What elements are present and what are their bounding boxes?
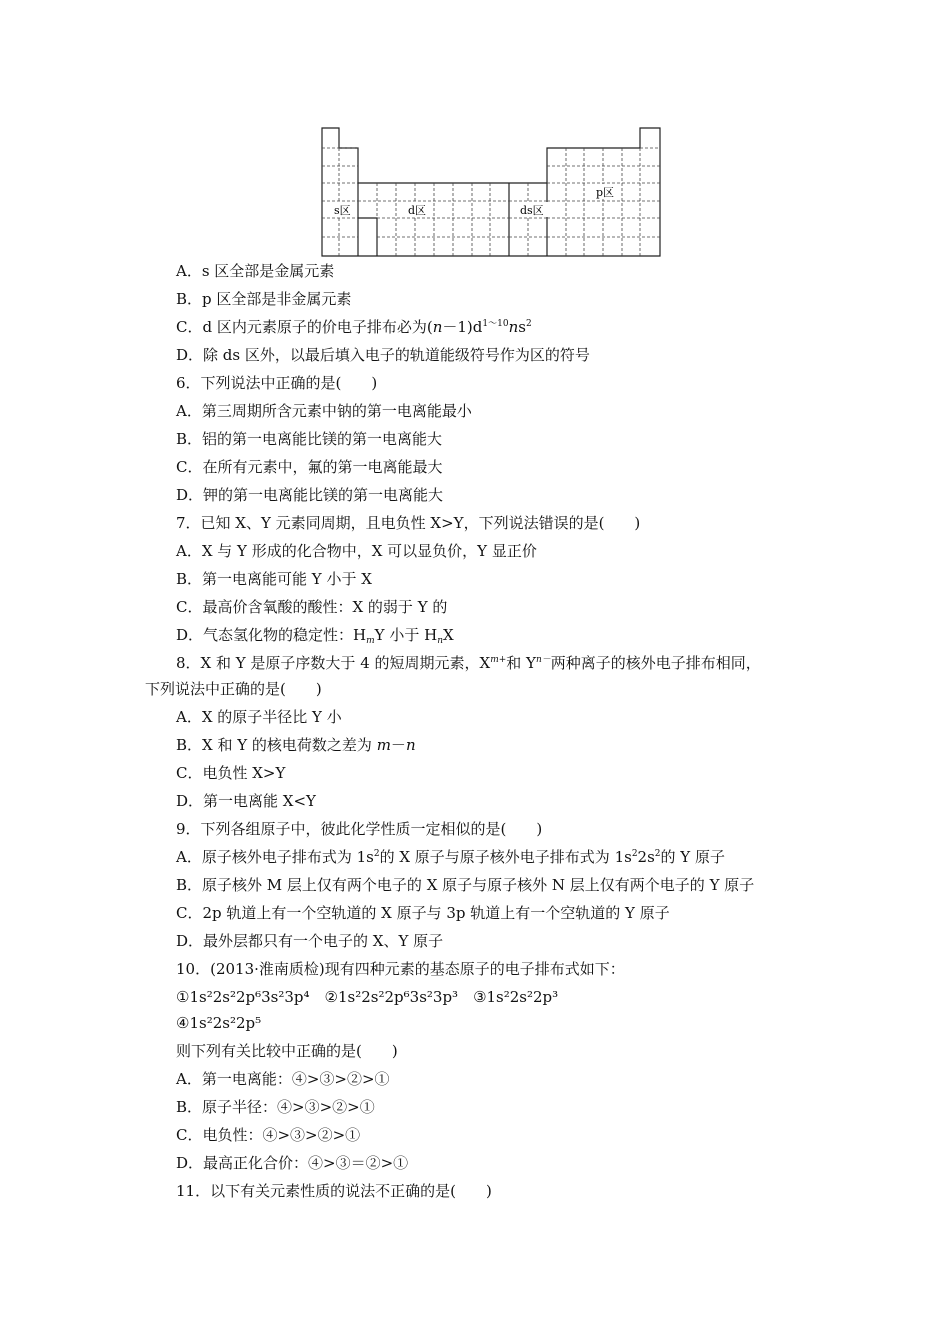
q7-option-b: B．第一电离能可能 Y 小于 X [176, 570, 372, 588]
q8-option-b: B．X 和 Y 的核电荷数之差为 m－n [176, 736, 416, 754]
ds-block-label: ds区 [520, 204, 544, 217]
q5-option-c: C．d 区内元素原子的价电子排布必为$(n-1)d^{1\sim 10}ns^2$ [176, 318, 532, 336]
q10-option-c: C．电负性：④>③>②>① [176, 1126, 361, 1144]
q5-option-d: D．除 ds 区外，以最后填入电子的轨道能级符号作为区的符号 [176, 346, 590, 364]
p-block-label: p区 [596, 186, 615, 199]
q5-option-a: A．s 区全部是金属元素 [176, 262, 335, 280]
q6-option-c: C．在所有元素中，氟的第一电离能最大 [176, 458, 443, 476]
q11-stem: 11．以下有关元素性质的说法不正确的是( ) [176, 1182, 492, 1200]
q9-option-b: B．原子核外 M 层上仅有两个电子的 X 原子与原子核外 N 层上仅有两个电子的 Y 原子 [176, 876, 755, 894]
q9-option-c: C．2p 轨道上有一个空轨道的 X 原子与 3p 轨道上有一个空轨道的 Y 原子 [176, 904, 670, 922]
q10-option-a: A．第一电离能：④>③>②>① [176, 1070, 390, 1088]
q7-option-c: C．最高价含氧酸的酸性：X 的弱于 Y 的 [176, 598, 448, 616]
q6-stem: 6．下列说法中正确的是( ) [176, 374, 378, 392]
periodic-table-block-diagram [310, 120, 670, 265]
q10-config-3: ③1s²2s²2p³ [473, 988, 559, 1006]
q10-config-1: ①1s²2s²2p⁶3s²3p⁴ [176, 988, 310, 1006]
q9-option-d: D．最外层都只有一个电子的 X、Y 原子 [176, 932, 444, 950]
d-block-label: d区 [408, 204, 427, 217]
q8-option-d: D．第一电离能 X<Y [176, 792, 316, 810]
q5-option-b: B．p 区全部是非金属元素 [176, 290, 352, 308]
q8-option-c: C．电负性 X>Y [176, 764, 286, 782]
s-block-label: s区 [334, 204, 351, 217]
q9-stem: 9．下列各组原子中，彼此化学性质一定相似的是( ) [176, 820, 543, 838]
q6-option-b: B．铝的第一电离能比镁的第一电离能大 [176, 430, 443, 448]
q10-stem-cont: 则下列有关比较中正确的是( ) [176, 1042, 398, 1060]
q7-option-d: D．气态氢化物的稳定性：$H_mY$ 小于 $H_nX$ [176, 626, 454, 646]
q9-option-a: A．原子核外电子排布式为 $1s^2$的 X 原子与原子核外电子排布式为 $1s^22s^2$的 Y 原子 [176, 848, 725, 866]
q7-option-a: A．X 与 Y 形成的化合物中，X 可以显负价，Y 显正价 [176, 542, 537, 560]
q6-option-d: D．钾的第一电离能比镁的第一电离能大 [176, 486, 444, 504]
q10-config-2: ②1s²2s²2p⁶3s²3p³ [324, 988, 459, 1006]
q10-configs-row1 [176, 987, 558, 1007]
q10-option-d: D．最高正化合价：④>③＝②>① [176, 1154, 409, 1172]
q6-option-a: A．第三周期所含元素中钠的第一电离能最小 [176, 402, 472, 420]
q8-stem: 8．X 和 Y 是原子序数大于 4 的短周期元素，$X^{m+}$和 $Y^{n-}$两种离子的核外电子排布相同， [176, 654, 761, 672]
q8-stem-cont: 下列说法中正确的是( ) [145, 680, 322, 698]
q7-stem: 7．已知 X、Y 元素同周期，且电负性 X>Y，下列说法错误的是( ) [176, 514, 641, 532]
q10-stem: 10．(2013·淮南质检)现有四种元素的基态原子的电子排布式如下： [176, 960, 625, 978]
q10-option-b: B．原子半径：④>③>②>① [176, 1098, 375, 1116]
q8-option-a: A．X 的原子半径比 Y 小 [176, 708, 342, 726]
q10-config-4: ④1s²2s²2p⁵ [176, 1014, 262, 1032]
